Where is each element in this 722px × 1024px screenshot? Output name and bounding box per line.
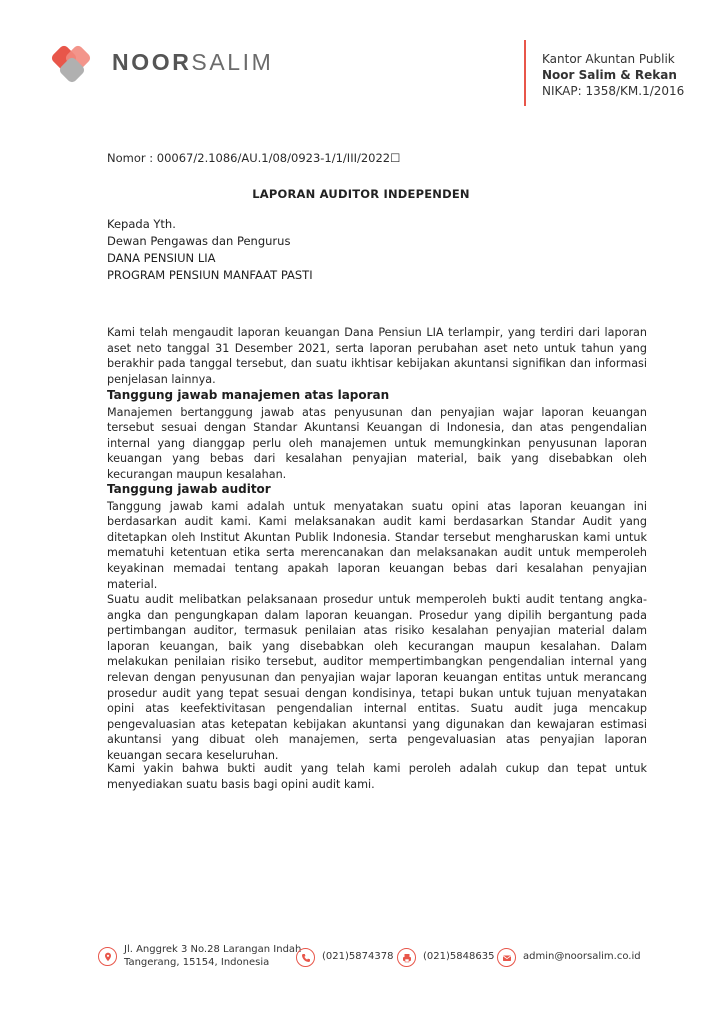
auditor-paragraph-3: Kami yakin bahwa bukti audit yang telah kami peroleh adalah cukup dan tepat untuk menyediakan suatu basis bagi opini audit kami.: [107, 762, 647, 791]
auditor-paragraph-3-block: [107, 761, 647, 792]
management-text: Manajemen bertanggung jawab atas penyusunan dan penyajian wajar laporan keuangan tersebut sesuai dengan Standar Akuntansi Keuangan di Indonesia, dan atas pengendalian internal yang dianggap perlu oleh manajemen untuk memungkinkan penyusunan laporan keuangan yang bebas dari kesalahan penyajian material, baik yang disebabkan oleh kecurangan maupun kesalahan.: [107, 405, 647, 481]
addressee-line: Dewan Pengawas dan Pengurus: [107, 234, 291, 248]
firm-type: Kantor Akuntan Publik: [542, 52, 675, 66]
logo-mark-icon: [48, 38, 104, 86]
logo-text-bold: NOOR: [112, 48, 192, 75]
auditor-paragraph-1: Tanggung jawab kami adalah untuk menyatakan suatu opini atas laporan keuangan ini berdasarkan audit kami. Kami melaksanakan audit kami berdasarkan Standar Audit yang ditetapkan oleh Institut Akuntan Publik Indonesia. Standar tersebut mengharuskan kami untuk mematuhi ketentuan etika serta merencanakan dan melaksanakan audit untuk memperoleh keyakinan memadai tentang apakah laporan keuangan bebas dari kesalahan penyajian material.: [107, 499, 647, 591]
footer-fax: [397, 948, 494, 967]
intro-paragraph: [107, 325, 647, 387]
footer: [0, 944, 722, 974]
firm-info: [542, 51, 684, 99]
fax-icon: [397, 948, 416, 967]
footer-address: [98, 944, 301, 969]
addressee-block: [107, 216, 313, 284]
email-icon: [497, 948, 516, 967]
management-section: [107, 388, 647, 483]
intro-text: Kami telah mengaudit laporan keuangan Dana Pensiun LIA terlampir, yang terdiri dari laporan aset neto tanggal 31 Desember 2021, serta laporan perubahan aset neto untuk tahun yang berakhir pada tanggal tersebut, dan suatu ikhtisar kebijakan akuntansi signifikan dan informasi penjelasan lainnya.: [107, 326, 647, 386]
firm-nikap: NIKAP: 1358/KM.1/2016: [542, 84, 685, 98]
phone-icon: [296, 948, 315, 967]
address-line-2: Tangerang, 15154, Indonesia: [124, 956, 270, 968]
addressee-line: DANA PENSIUN LIA: [107, 251, 216, 265]
logo-text-light: SALIM: [191, 48, 274, 75]
addressee-line: Kepada Yth.: [107, 217, 176, 231]
auditor-paragraph-2: Suatu audit melibatkan pelaksanaan prosedur untuk memperoleh bukti audit tentang angka-angka dan pengungkapan dalam laporan keuangan. Prosedur yang dipilih bergantung pada pertimbangan auditor, termasuk penilaian atas risiko kesalahan penyajian material dalam laporan keuangan, baik yang disebabkan oleh kecurangan maupun kesalahan. Dalam melakukan penilaian risiko tersebut, auditor mempertimbangkan pengendalian internal yang relevan dengan penyusunan dan penyajian wajar laporan keuangan entitas untuk merancang prosedur audit yang tepat sesuai dengan kondisinya, tetapi bukan untuk tujuan menyatakan opini atas keefektivitasan pengendalian internal entitas. Suatu audit juga mencakup pengevaluasian atas ketepatan kebijakan akuntansi yang digunakan dan kewajaran estimasi akuntansi yang dibuat oleh manajemen, serta pengevaluasian atas penyajian laporan keuangan secara keseluruhan.: [107, 593, 647, 762]
firm-name: Noor Salim & Rekan: [542, 68, 677, 82]
email-address: admin@noorsalim.co.id: [523, 951, 641, 963]
letter-number: Nomor : 00067/2.1086/AU.1/08/0923-1/1/III/2022☐: [107, 151, 401, 165]
footer-email: [497, 948, 641, 967]
auditor-heading: Tanggung jawab auditor: [107, 482, 271, 496]
footer-phone: [296, 948, 393, 967]
company-logo: [48, 38, 273, 86]
header-divider: [524, 40, 526, 106]
location-pin-icon: [98, 947, 117, 966]
address-line-1: Jl. Anggrek 3 No.28 Larangan Indah: [124, 944, 302, 955]
addressee-line: PROGRAM PENSIUN MANFAAT PASTI: [107, 268, 313, 282]
logo-wordmark: [112, 49, 273, 76]
fax-number: (021)5848635: [423, 951, 495, 963]
auditor-paragraph-2-block: [107, 592, 647, 764]
page-title: LAPORAN AUDITOR INDEPENDEN: [252, 187, 470, 201]
auditor-section: [107, 482, 647, 592]
management-heading: Tanggung jawab manajemen atas laporan: [107, 388, 390, 402]
phone-number: (021)5874378: [322, 951, 394, 963]
